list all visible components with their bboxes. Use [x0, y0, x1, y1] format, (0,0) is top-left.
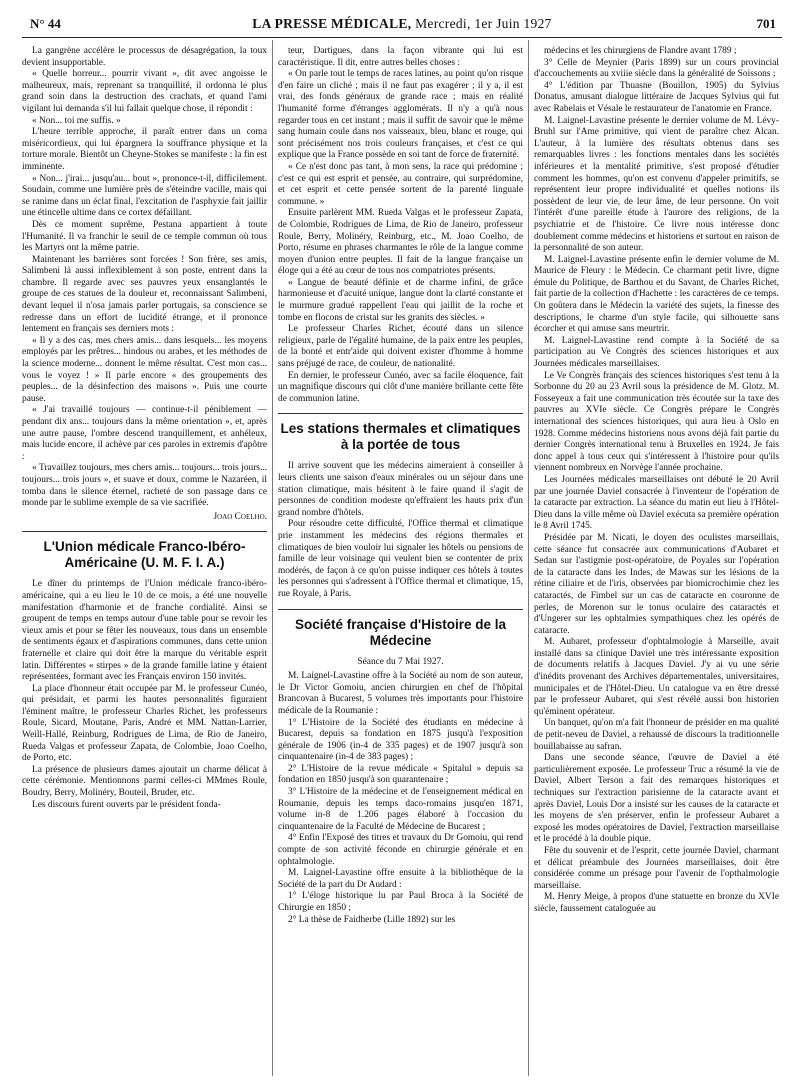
column-1 [22, 46, 267, 1076]
paragraph: En dernier, le professeur Cunéo, avec sa facile éloquence, fait un magnifique discours qui clôt d'une manière brillante cette fête de communion latine. [278, 370, 523, 404]
paragraph: M. Laignel-Lavastine offre à la Société au nom de son auteur, le Dr Victor Gomoiu, ancien chirurgien en chef de l'hôpital Brancovan à Bucarest, 5 volumes très importants pour l'histoire médicale de la Roumanie : [278, 671, 523, 716]
article-separator [278, 609, 523, 610]
paragraph: 4° L'édition par Thuasne (Bouillon, 1905) du Sylvius Donatus, amusant dialogue littéraire de Jacques Sylvius qui fut avec Rabelais et Vésale le restaurateur de l'anatomie en France. [534, 80, 779, 114]
paragraph: « Non... toi me suffis. » [32, 115, 121, 126]
stations-article-body [278, 461, 523, 600]
column-divider [528, 40, 529, 1076]
paragraph: Fête du souvenir et de l'esprit, cette journée Daviel, charmant et délicat préambule des Journées marseillaises, doit être considérée comme un présage pour l'avenir de l'opthalmologie marseillaise. [534, 845, 779, 891]
pestana-article-body [22, 46, 267, 523]
umfia-article-body [22, 579, 267, 811]
paragraph: M. Laignel-Lavastine présente enfin le dernier volume de M. Maurice de Fleury : le Médecin. Ce charmant petit livre, digne émule du Politique, de Barthou et du Savant, de Charles Richet, fait partie de la collection d'Hachette : les caractères de ce temps. On goûtera dans le Médecin la variété des sujets, la finesse des descriptions, le charme d'un style facile, qui silhouette sans écorcher et qui amuse sans meurtrir. [534, 254, 779, 335]
paragraph: Dans une seconde séance, l'œuvre de Daviel a été particulièrement exposée. Le professeur Truc a résumé la vie de Daviel, Albert Terson a fait des remarques historiques et techniques sur l'extraction parisienne de la cataracte avant et après Daviel, Louis Dor a insisté sur les causes de la cataracte et les moyens de s'en préserver, enfin le professeur Aubaret a exposé les modes opératoires de Daviel, l'extraction marseillaise et le procédé à la double pique. [534, 753, 779, 845]
paragraph: médecins et les chirurgiens de Flandre avant 1789 ; [544, 46, 737, 56]
paragraph: « Ce n'est donc pas tant, à mon sens, la race qui prédomine ; c'est ce qui est esprit et pensée, au contraire, qui surprédomine, et cet esprit et cette pensée sortent de la parenté linguale commune. » [278, 161, 523, 207]
paragraph: 1° L'Histoire de la Société des étudiants en médecine à Bucarest, depuis sa fondation en 1875 jusqu'à l'exposition générale de 1906 (in-4 de 335 pages) et de 1907 jusqu'à son cinquantenaire (in-4 de 383 pages) ; [278, 717, 523, 763]
paragraph: 2° L'Histoire de la revue médicale « Spitalul » depuis sa fondation en 1850 jusqu'à son quarantenaire ; [278, 763, 523, 786]
paragraph: 3° L'Histoire de la médecine et de l'enseignement médical en Roumanie, depuis les temps daco-romains jusqu'en 1871, volume in-8 de 1.206 pages élaboré à l'occasion du cinquantenaire de la Faculté de Médecine de Bucarest ; [278, 787, 523, 832]
societe-article-body [278, 671, 523, 926]
paragraph: teur, Dartigues, dans la façon vibrante qui lui est caractéristique. Il dit, entre autres belles choses : [278, 46, 523, 68]
journal-title: LA PRESSE MÉDICALE, [252, 16, 412, 31]
paragraph: 1° L'éloge historique lu par Paul Broca à la Société de Chirurgie en 1850 ; [278, 891, 523, 913]
issue-number: N° 44 [30, 16, 61, 31]
paragraph: La gangrène accélère le processus de désagrégation, la toux devient insupportable. [22, 46, 267, 68]
header-rule [22, 37, 782, 38]
societe-article-title: Société française d'Histoire de la Médecine [294, 616, 507, 648]
umfia-article-continued [278, 46, 523, 405]
societe-article-continued [534, 46, 779, 916]
paragraph: M. Laignel-Lavastine rend compte à la Société de sa participation au Ve Congrès des sciences historiques et aux Journées médicales marseillaises. [534, 335, 779, 370]
paragraph: Le professeur Charles Richet, écouté dans un silence religieux, parle de l'égalité humaine, de la paix entre les peuples, de la bonté et entr'aide qui doivent exister d'homme à homme sans préjugé de race, de couleur, de nationalité. [278, 324, 523, 370]
paragraph: Ensuite parlèrent MM. Rueda Valgas et le professeur Zapata, de Colombie, Rodrigues de Lima, de Rio de Janeiro, professeur Roule, Berry, Molinéry, Reinburg, etc., M. Joao Coelho, de Porto, résume en phrases charmantes le rôle de la langue comme moyen d'union entre peuples. Il fait de la langue française un éloge qui a été au cœur de tous nos compatriotes présents. [278, 208, 523, 277]
umfia-article-title: L'Union médicale Franco-Ibéro-Américaine (U. M. F. I. A.) [43, 539, 246, 571]
issue-date: Mercredi, 1er Juin 1927 [415, 16, 552, 31]
paragraph: 3° Celle de Meynier (Paris 1899) sur un cours provincial d'accouchements au xviiie siècle dans la généralité de Soissons ; [534, 57, 779, 80]
paragraph: M. Aubaret, professeur d'ophtalmologie à Marseille, avait installé dans sa clinique Daviel une très intéressante exposition de documents relatifs à Jacques Daviel. J'y ai vu une série d'inédits provenant des Archives départementales, universitaires, municipales et de l'Hôtel-Dieu. Un catalogue va en être dressé par le professeur Aubaret, qui s'est révélé aussi bon historien qu'éminent opérateur. [534, 637, 779, 717]
session-date: Séance du 7 Mai 1927. [357, 656, 444, 667]
column-divider [272, 40, 273, 1076]
paragraph: M. Henry Meige, à propos d'une statuette en bronze du XVIe siècle, faussement cataloguée au [534, 892, 779, 914]
journal-title-line [22, 16, 782, 32]
paragraph: M. Laignel-Lavastine offre ensuite à la bibliothèque de la Société de la part du Dr Audard : [278, 868, 523, 890]
running-header [22, 16, 782, 34]
page-number: 701 [756, 16, 776, 31]
paragraph: Le dîner du printemps de l'Union médicale franco-ibéro-américaine, qui a eu lieu le 10 de ce mois, a été une nouvelle manifestation d'harmonie et de franche cordialité. Ainsi se groupent de temps en temps autour d'une table pour se revoir les vieux amis et pour se fêter les nouveaux, tous dans un ensemble de sentiments égaux et d'aspirations communes, dans cette union fraternelle et claire qui doit être la marque du véritable esprit latin. Différentes « stirpes » de la grande famille latine y étaient représentées, formant avec les Français environ 150 invités. [22, 579, 267, 683]
article-separator [22, 531, 267, 532]
paragraph: L'heure terrible approche, il paraît entrer dans un coma miséricordieux, qui lui épargnera la souffrance physique et la torture morale. Bientôt un Cheyne-Stokes se manifeste : la fin est imminente. [22, 127, 267, 172]
paragraph: Le Ve Congrès français des sciences historiques s'est tenu à la Sorbonne du 20 au 23 Avril sous la présidence de M. Glotz. M. Fosseyeux a fait une communication très écoutée sur la taxe des pauvres au XVIe siècle. Ce Congrès prépare le Congrès international des sciences historiques, qui aura lieu à Oslo en 1928. Comme médecins historiens nous avons déjà fait partie du dernier Congrès international tenu à Bruxelles en 1924. Je fais donc appel à tous ceux qui s'intéressent à l'histoire pour qu'ils viennent nombreux en Norvège l'année prochaine. [534, 370, 779, 474]
paragraph: « Il y a des cas, mes chers amis... dans lesquels... les moyens employés par les prêtres... hindous ou arabes, et les méthodes de la science moderne... donnent le même résultat. C'est mon cas... vous le voyez ! » Il parle encore « des groupements des peuples... de la désinfection des maisons ». Puis une courte pause. [22, 335, 267, 404]
paragraph: Un banquet, qu'on m'a fait l'honneur de présider en ma qualité de petit-neveu de Daviel, a rehaussé de discours la traditionnelle bouillabaisse au safran. [534, 718, 779, 752]
column-2 [278, 46, 523, 1076]
article-separator [278, 413, 523, 414]
paragraph: Maintenant les barrières sont forcées ! Son frère, ses amis, Salimbeni là aussi inflexiblement à son poste, entrent dans la chambre. Il regarde avec ses pauvres yeux ensanglantés le groupe de ces statues de la douleur et, reconnaissant Salimbeni, devant lequel il n'osa jamais parler portugais, sa conscience se redresse dans un effort de lucidité étrange, et il prononce lentement en français ses derniers mots : [22, 254, 267, 335]
paragraph: « Travaillez toujours, mes chers amis... toujours... trois jours... toujours... trois jours », et suave et doux, comme le Nazaréen, il tomba dans le silence éternel, racheté de son passage dans ce monde par le sublime exemple de sa vie sacrifiée. [22, 463, 267, 509]
paragraph: M. Laignel-Lavastine présente le dernier volume de M. Lévy-Bruhl sur l'Ame primitive, qui vient de paraître chez Alcan. L'auteur, à la lumière des résultats obtenus dans ses remarquables livres : les fonctions mentales dans les sociétés inférieures et la mentalité primitive, s'est proposé d'étudier comment les hommes, qu'on est convenu d'appeler primitifs, se représentent leur propre individualité et quelles notions ils possèdent de leur vie, de leur âme, de leur personne. On voit l'intérêt d'une pareille étude à l'aurore des religions, de la psychiatrie et de l'histoire. Ce livre nous intéresse donc doublement comme médecins et historiens et surtout en raison de la personnalité de son auteur. [534, 115, 779, 254]
paragraph: La place d'honneur était occupée par M. le professeur Cunéo, qui présidait, et parmi les hautes personnalités figuraient l'éminent maître, le professeur Charles Richet, les professeurs Roule, Sicard, Moutane, Paris, André et MM. Nattan-Larrier, Weill-Hallé, Reinburg, Rodrigues de Lima, de Rio de Janeiro, Rueda Valgas et professeur Zapata, de Colombie, Joao Coelho, de Porto, etc. [22, 683, 267, 764]
paragraph: La présence de plusieurs dames ajoutait un charme délicat à cette cérémonie. Mentionnons parmi celles-ci MMmes Roule, Boudry, Berry, Molinéry, Bouteil, Bruder, etc. [22, 764, 267, 799]
column-3 [534, 46, 779, 1076]
paragraph: Les discours furent ouverts par le président fonda- [32, 799, 221, 810]
paragraph: « J'ai travaillé toujours — continue-t-il péniblement — pendant dix ans... toujours dans la même orientation », et, après une autre pause, l'ombre descend tranquillement, et anhéleux, mais lucide encore, il achève par ces paroles in extremis d'apôtre : [22, 405, 267, 462]
paragraph: Dès ce moment suprême, Pestana appartient à toute l'Humanité. Il va franchir le seuil de ce temple commun où tous les Martyrs ont la même patrie. [22, 219, 267, 254]
paragraph: « Quelle horreur... pourrir vivant », dit avec angoisse le malheureux, mais, reprenant sa tranquillité, il ordonna le plus grand soin dans la destruction des crachats, et quand l'ami vigilant lui demanda s'il lui fallait quelque chose, il répondit : [22, 69, 267, 114]
paragraph: Pour résoudre cette difficulté, l'Office thermal et climatique prie instamment les médecins des régions thermales et climatiques de bien vouloir lui signaler les hôtels ou pensions de famille de leur voisinage qui veulent bien se contenter de prix modérés, de façon à ce qu'on puisse indiquer ces hôtels à toutes les personnes qui s'adressent à l'Office thermal et climatique, 15, rue Royale, à Paris. [278, 519, 523, 599]
paragraph: « Langue de beauté définie et de charme infini, de grâce harmonieuse et d'acuité unique, langue dont la clarté constante et le murmure gradué rappellent l'eau qui jaillit de la roche et tombe en flocons de cristal sur les granits des siècles. » [278, 277, 523, 323]
author-signature: Joao Coelho. [213, 511, 267, 522]
paragraph: Il arrive souvent que les médecins aimeraient à conseiller à leurs clients une saison d'eaux minérales ou un séjour dans une station climatique, mais hésitent à le faire quand il s'agit de personnes de condition modeste qu'effraient les hauts prix d'un grand nombre d'hôtels. [278, 461, 523, 518]
stations-article-title: Les stations thermales et climatiques à la portée de tous [280, 421, 521, 453]
paragraph: 2° La thèse de Faidherbe (Lille 1892) sur les [288, 914, 456, 925]
paragraph: 4° Enfin l'Exposé des titres et travaux du Dr Gomoiu, qui rend compte de son activité féconde en chirurgie générale et en ophtalmologie. [278, 833, 523, 867]
paragraph: Présidée par M. Nicati, le doyen des oculistes marseillais, cette séance fut consacrée aux communications d'Aubaret et Sedan sur l'astigmie post-opératoire, de Poyales sur l'opération de la cataracte dans les Indes, de Mawas sur les lésions de la rétine ciliaire et de l'iris, observées par biomicrochimie chez les cataractés, de Fimbel sur un cas de cataracte en couronne de perles, de Morenon sur le tonus oculaire des cataractés et d'Ungerer sur les ophtalmies sympathiques chez les opérés de cataracte. [534, 532, 779, 636]
paragraph: « Non... j'irai... jusqu'au... bout », prononce-t-il, difficilement. Soudain, comme une lumière près de s'éteindre vacille, mais qui se ranime dans un éclat final, l'excitation de l'asphyxie fait jaillir une étincelle ultime dans ce cortex défaillant. [22, 173, 267, 219]
paragraph: Les Journées médicales marseillaises ont débuté le 20 Avril par une journée Daviel consacrée à l'inventeur de l'opération de la cataracte par extraction. La séance du matin eut lieu à l'Hôtel-Dieu dans la ville même où Daviel exécuta sa première opération le 8 Avril 1745. [534, 474, 779, 532]
newspaper-page [22, 0, 782, 1082]
paragraph: « On parle tout le temps de races latines, au point qu'on risque d'en faire un cliché ; mais il ne faut pas exagérer ; il y a, il est vrai, des fonds généraux de grande race ; mais en réalité l'humanité forme d'étranges agglomérats. Il n'y a qu'à nous regarder tous en cet instant ; mais il suffit de savoir que le même sang humain coule dans nos vaisseaux, bleu, blanc et rouge, qui sont précisément nos trois couleurs françaises, et c'est ce qui explique que la France possède en soi tant de force de fraternité. [278, 69, 523, 161]
